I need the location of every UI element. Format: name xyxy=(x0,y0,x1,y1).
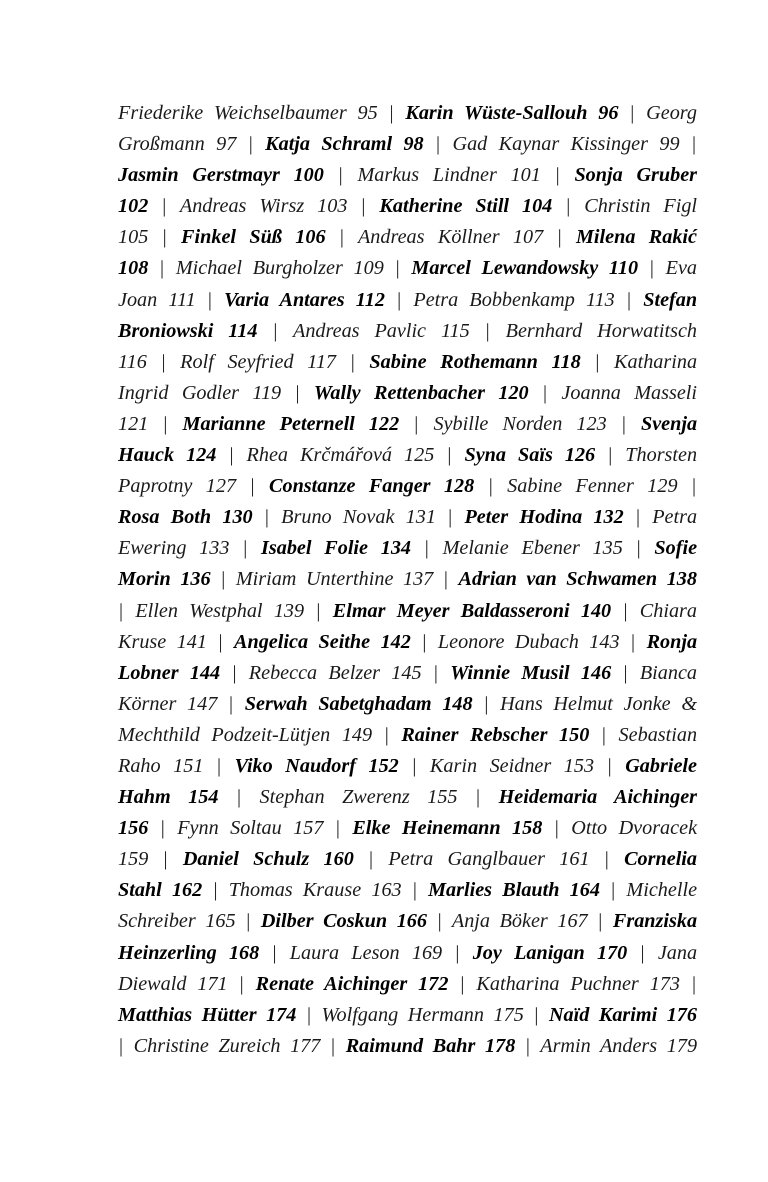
contributor-entry-bold: Daniel Schulz 160 xyxy=(182,848,354,871)
contributor-entry-bold: Rosa Both 130 xyxy=(118,506,253,529)
separator: | xyxy=(221,568,226,591)
text-line xyxy=(118,627,697,658)
contributor-entry-bold: Angelica Seithe 142 xyxy=(234,630,411,653)
separator: | xyxy=(607,754,612,777)
contributor-entry-bold: Hauck 124 xyxy=(118,444,217,467)
contributor-entry-bold: Elmar Meyer Baldasseroni 140 xyxy=(332,599,612,622)
text-line xyxy=(118,938,697,969)
separator: | xyxy=(604,848,609,871)
contributor-entry: Eva xyxy=(665,257,698,280)
text-line xyxy=(118,98,697,129)
contributor-entry-bold: Hahm 154 xyxy=(118,786,219,809)
contributor-entry: Armin Anders 179 xyxy=(540,1034,698,1057)
contributor-entry: Chiara xyxy=(639,599,698,622)
contributor-entry-bold: Broniowski 114 xyxy=(118,319,258,342)
separator: | xyxy=(414,412,419,435)
contributor-entry-bold: Sonja Gruber xyxy=(574,164,698,187)
contributor-entry-bold: Sofie xyxy=(654,537,698,560)
separator: | xyxy=(601,723,606,746)
text-line xyxy=(118,844,697,875)
separator: | xyxy=(525,1034,530,1057)
contributor-list-paragraph xyxy=(118,98,697,1062)
separator: | xyxy=(339,226,344,249)
contributor-entry-bold: Joy Lanigan 170 xyxy=(472,941,628,964)
contributor-entry-bold: Rainer Rebscher 150 xyxy=(401,723,590,746)
separator: | xyxy=(232,661,237,684)
separator: | xyxy=(566,195,571,218)
contributor-entry-bold: Varia Antares 112 xyxy=(224,288,385,311)
separator: | xyxy=(555,164,560,187)
contributor-entry: Thorsten xyxy=(625,444,698,467)
contributor-entry-bold: Syna Saïs 126 xyxy=(464,444,596,467)
separator: | xyxy=(264,506,269,529)
separator: | xyxy=(250,475,255,498)
separator: | xyxy=(389,102,394,124)
contributor-entry: Christine Zureich 177 xyxy=(133,1034,321,1057)
contributor-entry-bold: Cornelia xyxy=(624,848,698,871)
contributor-entry: Markus Lindner 101 xyxy=(357,164,541,187)
contributor-entry-bold: Svenja xyxy=(640,412,698,435)
contributor-entry: Ellen Westphal 139 xyxy=(135,599,305,622)
contributor-entry: Jana xyxy=(657,941,698,964)
separator: | xyxy=(534,1003,539,1026)
separator: | xyxy=(455,941,460,964)
contributor-entry: Wolfgang Hermann 175 xyxy=(321,1003,524,1026)
separator: | xyxy=(626,288,632,311)
text-line xyxy=(118,813,697,844)
contributor-entry: Petra Ganglbauer 161 xyxy=(388,848,590,871)
text-line xyxy=(118,502,697,533)
separator: | xyxy=(436,133,441,156)
text-line xyxy=(118,471,697,502)
separator: | xyxy=(623,661,628,684)
separator: | xyxy=(162,226,167,249)
contributor-entry: Miriam Unterthine 137 xyxy=(235,568,434,591)
separator: | xyxy=(395,257,400,280)
contributor-entry-bold: Marlies Blauth 164 xyxy=(428,879,600,902)
contributor-entry: Petra Bobbenkamp 113 xyxy=(413,288,615,311)
contributor-entry-bold: Ronja xyxy=(646,630,698,653)
contributor-entry: Körner 147 xyxy=(118,692,218,715)
contributor-entry: Michael Burgholzer 109 xyxy=(175,257,384,280)
separator: | xyxy=(554,817,559,840)
separator: | xyxy=(488,475,493,498)
separator: | xyxy=(543,381,548,404)
contributor-entry-bold: Gabriele xyxy=(625,754,697,777)
contributor-entry: Melanie Ebener 135 xyxy=(442,537,623,560)
separator: | xyxy=(630,102,635,124)
separator: | xyxy=(692,475,697,498)
text-line xyxy=(118,564,697,595)
separator: | xyxy=(608,444,613,467)
separator: | xyxy=(248,133,253,156)
separator: | xyxy=(635,506,640,529)
contributor-entry-bold: Lobner 144 xyxy=(118,661,221,684)
contributor-entry: Gad Kaynar Kissinger 99 xyxy=(452,133,680,156)
separator: | xyxy=(273,319,278,342)
text-line xyxy=(118,658,697,689)
contributor-entry: Leonore Dubach 143 xyxy=(437,630,620,653)
contributor-entry-bold: Isabel Folie 134 xyxy=(261,537,412,560)
contributor-entry: 121 xyxy=(118,412,149,435)
contributor-entry: Sabine Fenner 129 xyxy=(507,475,678,498)
separator: | xyxy=(272,941,277,964)
separator: | xyxy=(161,350,166,373)
text-line xyxy=(118,129,697,160)
separator: | xyxy=(623,599,628,622)
contributor-entry: Katharina Puchner 173 xyxy=(476,972,681,995)
text-line xyxy=(118,253,697,284)
separator: | xyxy=(369,848,374,871)
separator: | xyxy=(433,661,438,684)
separator: | xyxy=(160,817,165,840)
contributor-entry-bold: Heinzerling 168 xyxy=(118,941,260,964)
contributor-entry-bold: 102 xyxy=(118,195,149,218)
contributor-entry: Rolf Seyfried 117 xyxy=(180,350,337,373)
contributor-entry-bold: Adrian van Schwamen 138 xyxy=(458,568,697,591)
text-line xyxy=(118,533,697,564)
separator: | xyxy=(218,630,223,653)
separator: | xyxy=(557,226,562,249)
separator: | xyxy=(162,195,167,218)
separator: | xyxy=(229,444,234,467)
contributor-entry: Ewering 133 xyxy=(118,537,230,560)
contributor-entry-bold: Naïd Karimi 176 xyxy=(548,1003,698,1026)
contributor-entry: Hans Helmut Jonke & xyxy=(500,692,698,715)
contributor-entry: 105 xyxy=(118,226,149,249)
contributor-entry: 116 xyxy=(118,350,147,373)
contributor-entry: Otto Dvoracek xyxy=(571,817,698,840)
contributor-entry: Kruse 141 xyxy=(118,630,207,653)
text-line xyxy=(118,906,697,937)
contributor-entry-bold: 156 xyxy=(118,817,149,840)
contributor-entry-bold: Constanze Fanger 128 xyxy=(269,475,475,498)
separator: | xyxy=(476,786,481,809)
separator: | xyxy=(640,941,645,964)
contributor-entry-bold: Heidemaria Aichinger xyxy=(498,786,698,809)
contributor-entry: Michelle xyxy=(626,879,698,902)
text-line xyxy=(118,347,697,378)
separator: | xyxy=(335,817,340,840)
contributor-entry: Andreas Köllner 107 xyxy=(357,226,544,249)
contributor-entry-bold: Sabine Rothemann 118 xyxy=(369,350,581,373)
contributor-entry: Bernhard Horwatitsch xyxy=(505,319,697,342)
contributor-entry: Laura Leson 169 xyxy=(289,941,443,964)
contributor-entry-bold: Milena Rakić xyxy=(575,226,697,249)
contributor-entry: Joanna Masseli xyxy=(561,381,698,404)
separator: | xyxy=(397,288,402,311)
text-line xyxy=(118,160,697,191)
separator: | xyxy=(119,599,124,622)
text-line xyxy=(118,875,697,906)
separator: | xyxy=(631,630,636,653)
separator: | xyxy=(207,288,212,311)
separator: | xyxy=(163,848,168,871)
contributor-entry: Petra xyxy=(652,506,698,529)
contributor-entry: 159 xyxy=(118,848,149,871)
separator: | xyxy=(424,537,429,560)
separator: | xyxy=(384,723,389,746)
separator: | xyxy=(611,879,616,902)
separator: | xyxy=(443,568,448,591)
contributor-entry: Christin Figl xyxy=(584,195,698,218)
text-line xyxy=(118,222,697,253)
text-line xyxy=(118,409,697,440)
contributor-entry: Katharina xyxy=(614,350,698,373)
contributor-entry-bold: Elke Heinemann 158 xyxy=(352,817,543,840)
separator: | xyxy=(412,754,417,777)
text-line xyxy=(118,751,697,782)
contributor-entry: Andreas Pavlic 115 xyxy=(293,319,470,342)
separator: | xyxy=(422,630,427,653)
separator: | xyxy=(447,444,452,467)
contributor-entry: Fynn Soltau 157 xyxy=(177,817,324,840)
separator: | xyxy=(338,164,343,187)
contributor-entry-bold: Wally Rettenbacher 120 xyxy=(313,381,529,404)
contributor-entry-bold: Peter Hodina 132 xyxy=(464,506,624,529)
contributor-entry: Bruno Novak 131 xyxy=(281,506,436,529)
contributor-entry-bold: Jasmin Gerstmayr 100 xyxy=(118,164,324,187)
contributor-entry-bold: Marcel Lewandowsky 110 xyxy=(411,257,639,280)
separator: | xyxy=(448,506,453,529)
separator: | xyxy=(306,1003,311,1026)
separator: | xyxy=(246,910,251,933)
contributor-entry-bold: Winnie Musil 146 xyxy=(450,661,612,684)
contributor-entry: Joan 111 xyxy=(118,288,196,311)
separator: | xyxy=(595,350,600,373)
separator: | xyxy=(163,412,168,435)
separator: | xyxy=(243,537,248,560)
contributor-entry: Stephan Zwerenz 155 xyxy=(259,786,458,809)
separator: | xyxy=(598,910,603,933)
contributor-entry-bold: Marianne Peternell 122 xyxy=(182,412,400,435)
contributor-entry-bold: Karin Wüste-Sallouh 96 xyxy=(405,102,619,124)
text-line xyxy=(118,191,697,222)
text-line xyxy=(118,720,697,751)
contributor-entry: Diewald 171 xyxy=(118,972,228,995)
text-line xyxy=(118,1000,697,1031)
contributor-entry-bold: Viko Naudorf 152 xyxy=(234,754,399,777)
text-line xyxy=(118,440,697,471)
contributor-entry: Karin Seidner 153 xyxy=(429,754,595,777)
separator: | xyxy=(412,879,417,902)
contributor-entry: Anja Böker 167 xyxy=(451,910,588,933)
separator: | xyxy=(485,319,490,342)
separator: | xyxy=(237,786,242,809)
separator: | xyxy=(484,692,489,715)
contributor-entry: Raho 151 xyxy=(118,754,204,777)
contributor-entry-bold: Franziska xyxy=(612,910,698,933)
contributor-entry: Paprotny 127 xyxy=(118,475,237,498)
separator: | xyxy=(691,972,697,995)
separator: | xyxy=(229,692,234,715)
contributor-entry: Bianca xyxy=(639,661,698,684)
contributor-entry-bold: Matthias Hütter 174 xyxy=(118,1003,297,1026)
contributor-entry-bold: Dilber Coskun 166 xyxy=(260,910,427,933)
contributor-entry: Rebecca Belzer 145 xyxy=(248,661,422,684)
text-line xyxy=(118,782,697,813)
contributor-entry: Sybille Norden 123 xyxy=(433,412,607,435)
separator: | xyxy=(621,412,626,435)
text-line xyxy=(118,1031,697,1062)
separator: | xyxy=(239,972,244,995)
separator: | xyxy=(217,754,222,777)
separator: | xyxy=(460,972,465,995)
contributor-entry: Sebastian xyxy=(618,723,698,746)
separator: | xyxy=(295,381,300,404)
contributor-entry-bold: 108 xyxy=(118,257,149,280)
contributor-entry-bold: Raimund Bahr 178 xyxy=(345,1034,516,1057)
contributor-entry-bold: Katherine Still 104 xyxy=(379,195,553,218)
contributor-entry: Ingrid Godler 119 xyxy=(118,381,282,404)
separator: | xyxy=(649,257,654,280)
contributor-entry: Andreas Wirsz 103 xyxy=(179,195,348,218)
contributor-entry-bold: Finkel Süß 106 xyxy=(181,226,326,249)
contributor-entry-bold: Stefan xyxy=(643,288,698,311)
text-line xyxy=(118,689,697,720)
contributor-entry: Thomas Krause 163 xyxy=(228,879,402,902)
text-line xyxy=(118,969,697,1000)
separator: | xyxy=(350,350,355,373)
contributor-entry: Großmann 97 xyxy=(118,133,237,156)
separator: | xyxy=(119,1034,124,1057)
contributor-entry-bold: Renate Aichinger 172 xyxy=(255,972,449,995)
separator: | xyxy=(636,537,641,560)
separator: | xyxy=(160,257,165,280)
contributor-entry-bold: Serwah Sabetghadam 148 xyxy=(244,692,473,715)
contributor-entry: Friederike Weichselbaumer 95 xyxy=(118,102,378,124)
text-line xyxy=(118,285,697,316)
text-line xyxy=(118,596,697,627)
separator: | xyxy=(331,1034,336,1057)
contributor-entry-bold: Stahl 162 xyxy=(118,879,203,902)
contributor-entry-bold: Morin 136 xyxy=(118,568,211,591)
contributor-entry: Georg xyxy=(646,102,697,124)
text-line xyxy=(118,378,697,409)
text-line xyxy=(118,316,697,347)
separator: | xyxy=(316,599,321,622)
contributor-entry-bold: Katja Schraml 98 xyxy=(265,133,424,156)
separator: | xyxy=(437,910,442,933)
separator: | xyxy=(691,133,697,156)
contributor-entry: Rhea Krčmářová 125 xyxy=(246,444,435,467)
separator: | xyxy=(213,879,218,902)
separator: | xyxy=(361,195,366,218)
contributor-entry: Mechthild Podzeit-Lütjen 149 xyxy=(118,723,373,746)
contributor-entry: Schreiber 165 xyxy=(118,910,236,933)
